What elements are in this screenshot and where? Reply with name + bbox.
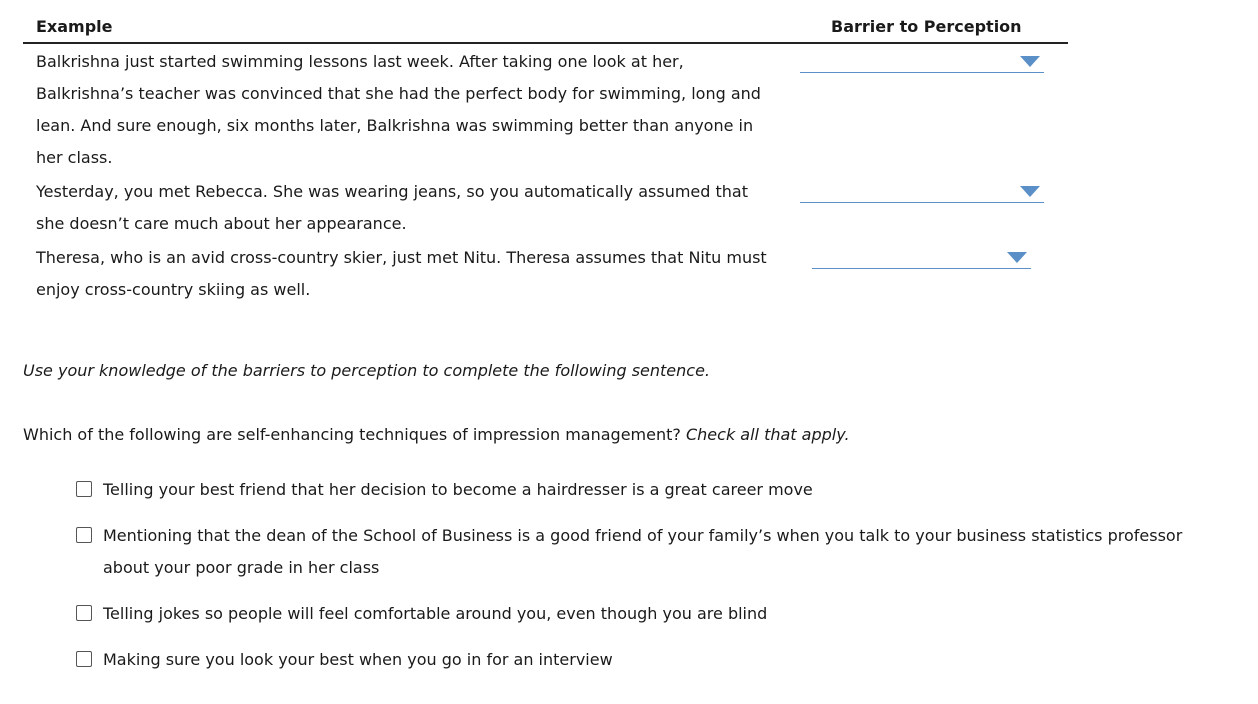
triangle-down-icon [1020, 56, 1040, 67]
barrier-dropdown-1[interactable] [800, 52, 1044, 73]
checkbox-empty-icon[interactable] [76, 527, 92, 543]
table-row-example-1: Balkrishna just started swimming lessons last week. After taking one look at her, Balkrishna’s teacher was convinced that she had the perfect body for swimming, long and lean. And sure enough, six months later, Balkrishna was swimming better than anyone in her class. [36, 52, 761, 167]
barrier-dropdown-2[interactable] [800, 182, 1044, 203]
question-hint: Check all that apply. [685, 425, 850, 444]
instruction-text: Use your knowledge of the barriers to perception to complete the following sentence. [23, 361, 710, 380]
table-row-example-3: Theresa, who is an avid cross-country skier, just met Nitu. Theresa assumes that Nitu must enjoy cross-country skiing as well. [36, 248, 767, 299]
checkbox-empty-icon[interactable] [76, 651, 92, 667]
triangle-down-icon [1007, 252, 1027, 263]
table-row-example-2: Yesterday, you met Rebecca. She was wearing jeans, so you automatically assumed that she doesn’t care much about her appearance. [36, 182, 748, 233]
checkbox-empty-icon[interactable] [76, 481, 92, 497]
question-prompt: Which of the following are self-enhancing techniques of impression management? [23, 425, 681, 444]
option-label-1[interactable]: Telling your best friend that her decision to become a hairdresser is a great career move [103, 480, 813, 499]
column-header-example: Example [36, 17, 113, 36]
option-label-3[interactable]: Telling jokes so people will feel comfortable around you, even though you are blind [103, 604, 768, 623]
table-header [23, 8, 1068, 44]
perception-table [23, 8, 1068, 299]
checkbox-empty-icon[interactable] [76, 605, 92, 621]
barrier-dropdown-3[interactable] [812, 248, 1031, 269]
question-text [23, 425, 850, 444]
option-label-2[interactable]: Mentioning that the dean of the School of Business is a good friend of your family’s when you talk to your business statistics professor about your poor grade in her class [103, 526, 1183, 577]
triangle-down-icon [1020, 186, 1040, 197]
column-header-barrier: Barrier to Perception [831, 17, 1022, 36]
option-label-4[interactable]: Making sure you look your best when you go in for an interview [103, 650, 613, 669]
